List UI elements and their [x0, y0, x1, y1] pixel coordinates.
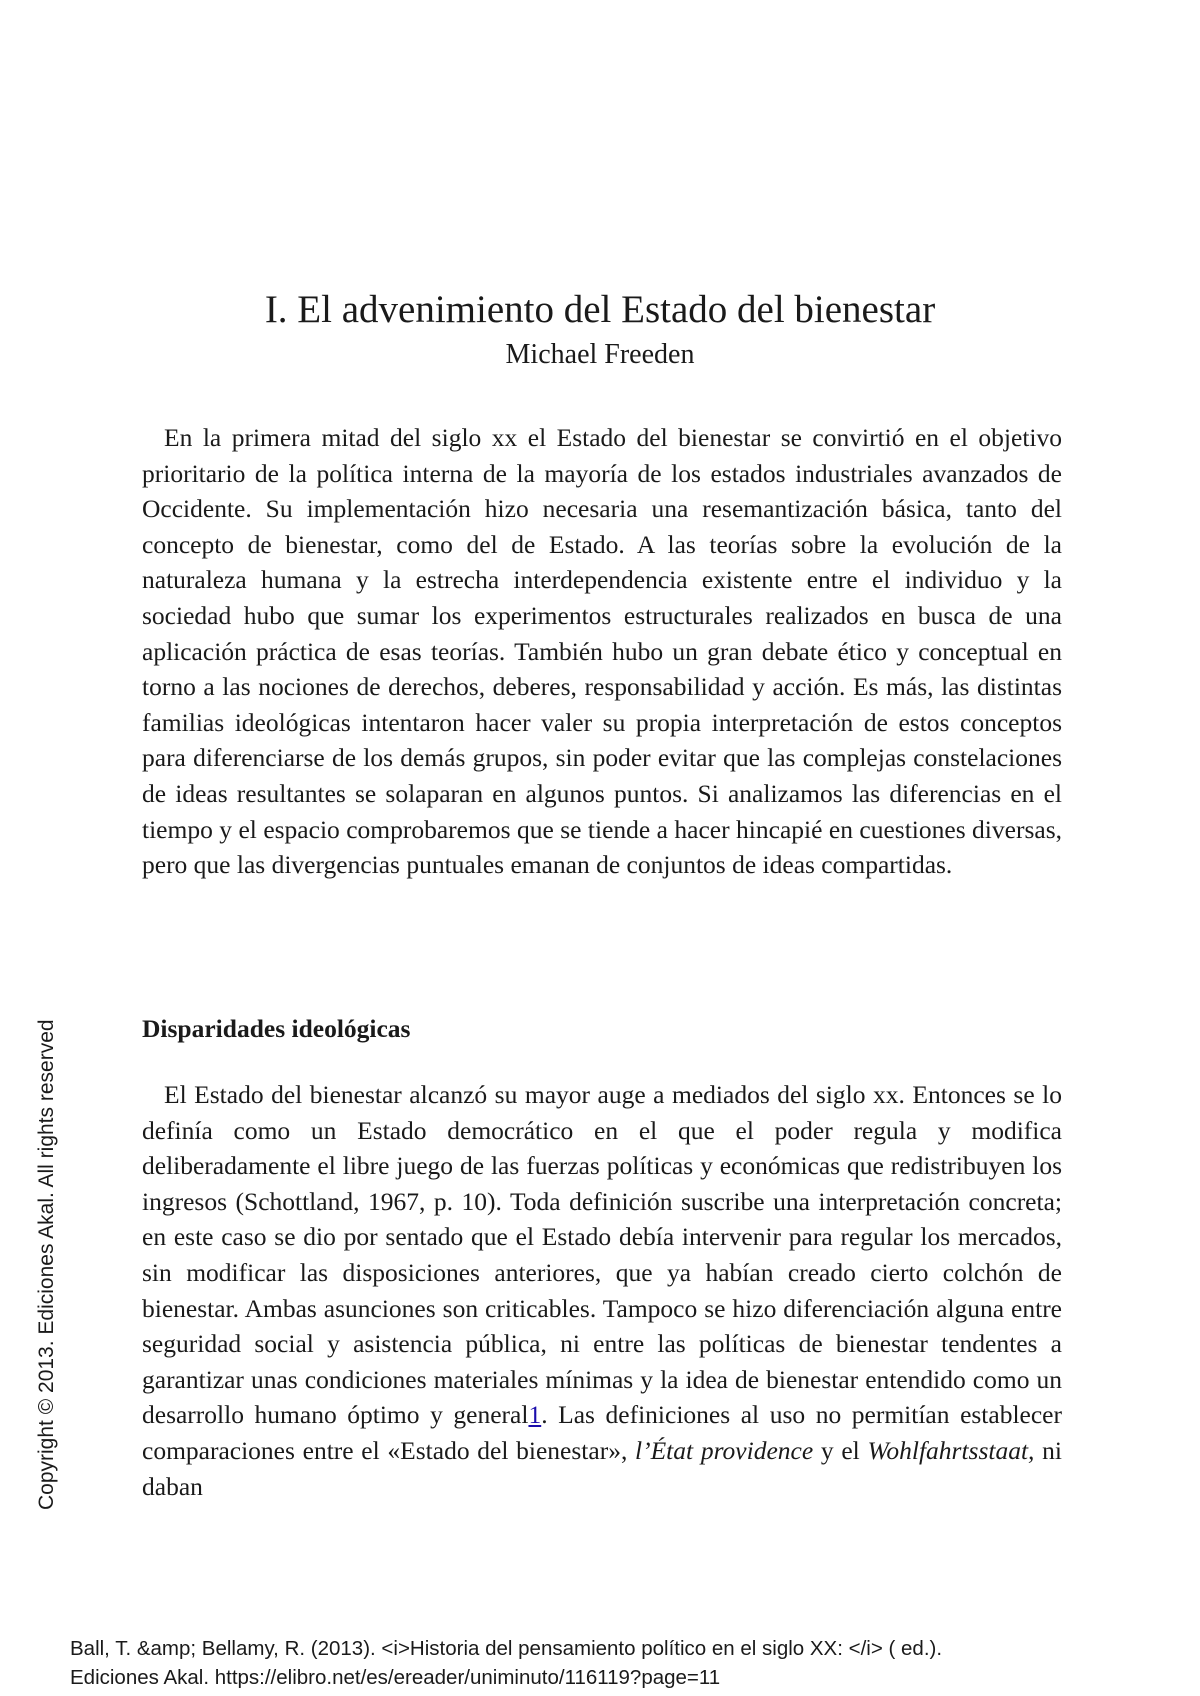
intro-paragraph: En la primera mitad del siglo xx el Estado del bienestar se convirtió en el objetivo prioritario de la política interna de la mayoría de los estados industriales avanzados de Occidente. Su implementación hizo necesaria una resemantización básica, tanto del concepto de bienestar, como del de Estado. A las teorías sobre la evolución de la naturaleza humana y la estrecha interdependencia existente entre el individuo y la sociedad hubo que sumar los experimentos estructurales realizados en busca de una aplicación práctica de esas teorías. También hubo un gran debate ético y conceptual en torno a las nociones de derechos, deberes, responsabilidad y acción. Es más, las distintas familias ideológicas intentaron hacer valer su propia interpretación de estos conceptos para diferenciarse de los demás grupos, sin poder evitar que las complejas constelaciones de ideas resultantes se solaparan en algunos puntos. Si analizamos las diferencias en el tiempo y el espacio comprobaremos que se tiende a hacer hincapié en cuestiones diversas, pero que las divergencias puntuales emanan de conjuntos de ideas compartidas. — [142, 423, 1062, 880]
paragraph-text-d: ni daban — [142, 1435, 1062, 1501]
chapter-title: I. El advenimiento del Estado del bienestar — [264, 288, 936, 331]
footnote-link-1[interactable]: 1 — [528, 1400, 542, 1430]
body-paragraph — [142, 1077, 1062, 1504]
chapter-author: Michael Freeden — [505, 339, 695, 370]
copyright-notice: Copyright © 2013. Ediciones Akal. All rights reserved — [35, 1019, 58, 1510]
paragraph-text-c: y el — [813, 1435, 868, 1465]
section-heading: Disparidades ideológicas — [142, 1014, 411, 1043]
citation-footer — [70, 1634, 1170, 1692]
citation-line-2: Ediciones Akal. https://elibro.net/es/ereader/uniminuto/116119?page=11 — [70, 1666, 721, 1689]
italic-term-etat-providence: l’État providence — [635, 1435, 814, 1465]
paragraph-text-a: El Estado del bienestar alcanzó su mayor auge a mediados del siglo xx. Entonces se lo definía como un Estado democrático en el que el poder regula y modifica deliberadamente el libre juego de las fuerzas políticas y económicas que redistribuyen los ingresos (Schottland, 1967, p. 10). Toda definición suscribe una interpretación concreta; en este caso se dio por sentado que el Estado debía intervenir para regular los mercados, sin modificar las disposiciones anteriores, que ya habían creado cierto colchón de bienestar. Ambas asunciones son criticables. Tampoco se hizo diferenciación alguna entre seguridad social y asistencia pública, ni entre las políticas de bienestar tendentes a garantizar unas condiciones materiales mínimas y la idea de bienestar entendido como un desarrollo humano óptimo y general — [142, 1080, 1062, 1430]
italic-term-wohlfahrtsstaat: Wohlfahrtsstaat, — [867, 1435, 1035, 1465]
paragraph-text-b: . Las definiciones al uso no permitían establecer comparaciones entre el «Estado del bienestar», — [142, 1400, 1062, 1465]
citation-line-1: Ball, T. &amp; Bellamy, R. (2013). <i>Historia del pensamiento político en el siglo XX: </i> ( ed.). — [70, 1637, 943, 1660]
